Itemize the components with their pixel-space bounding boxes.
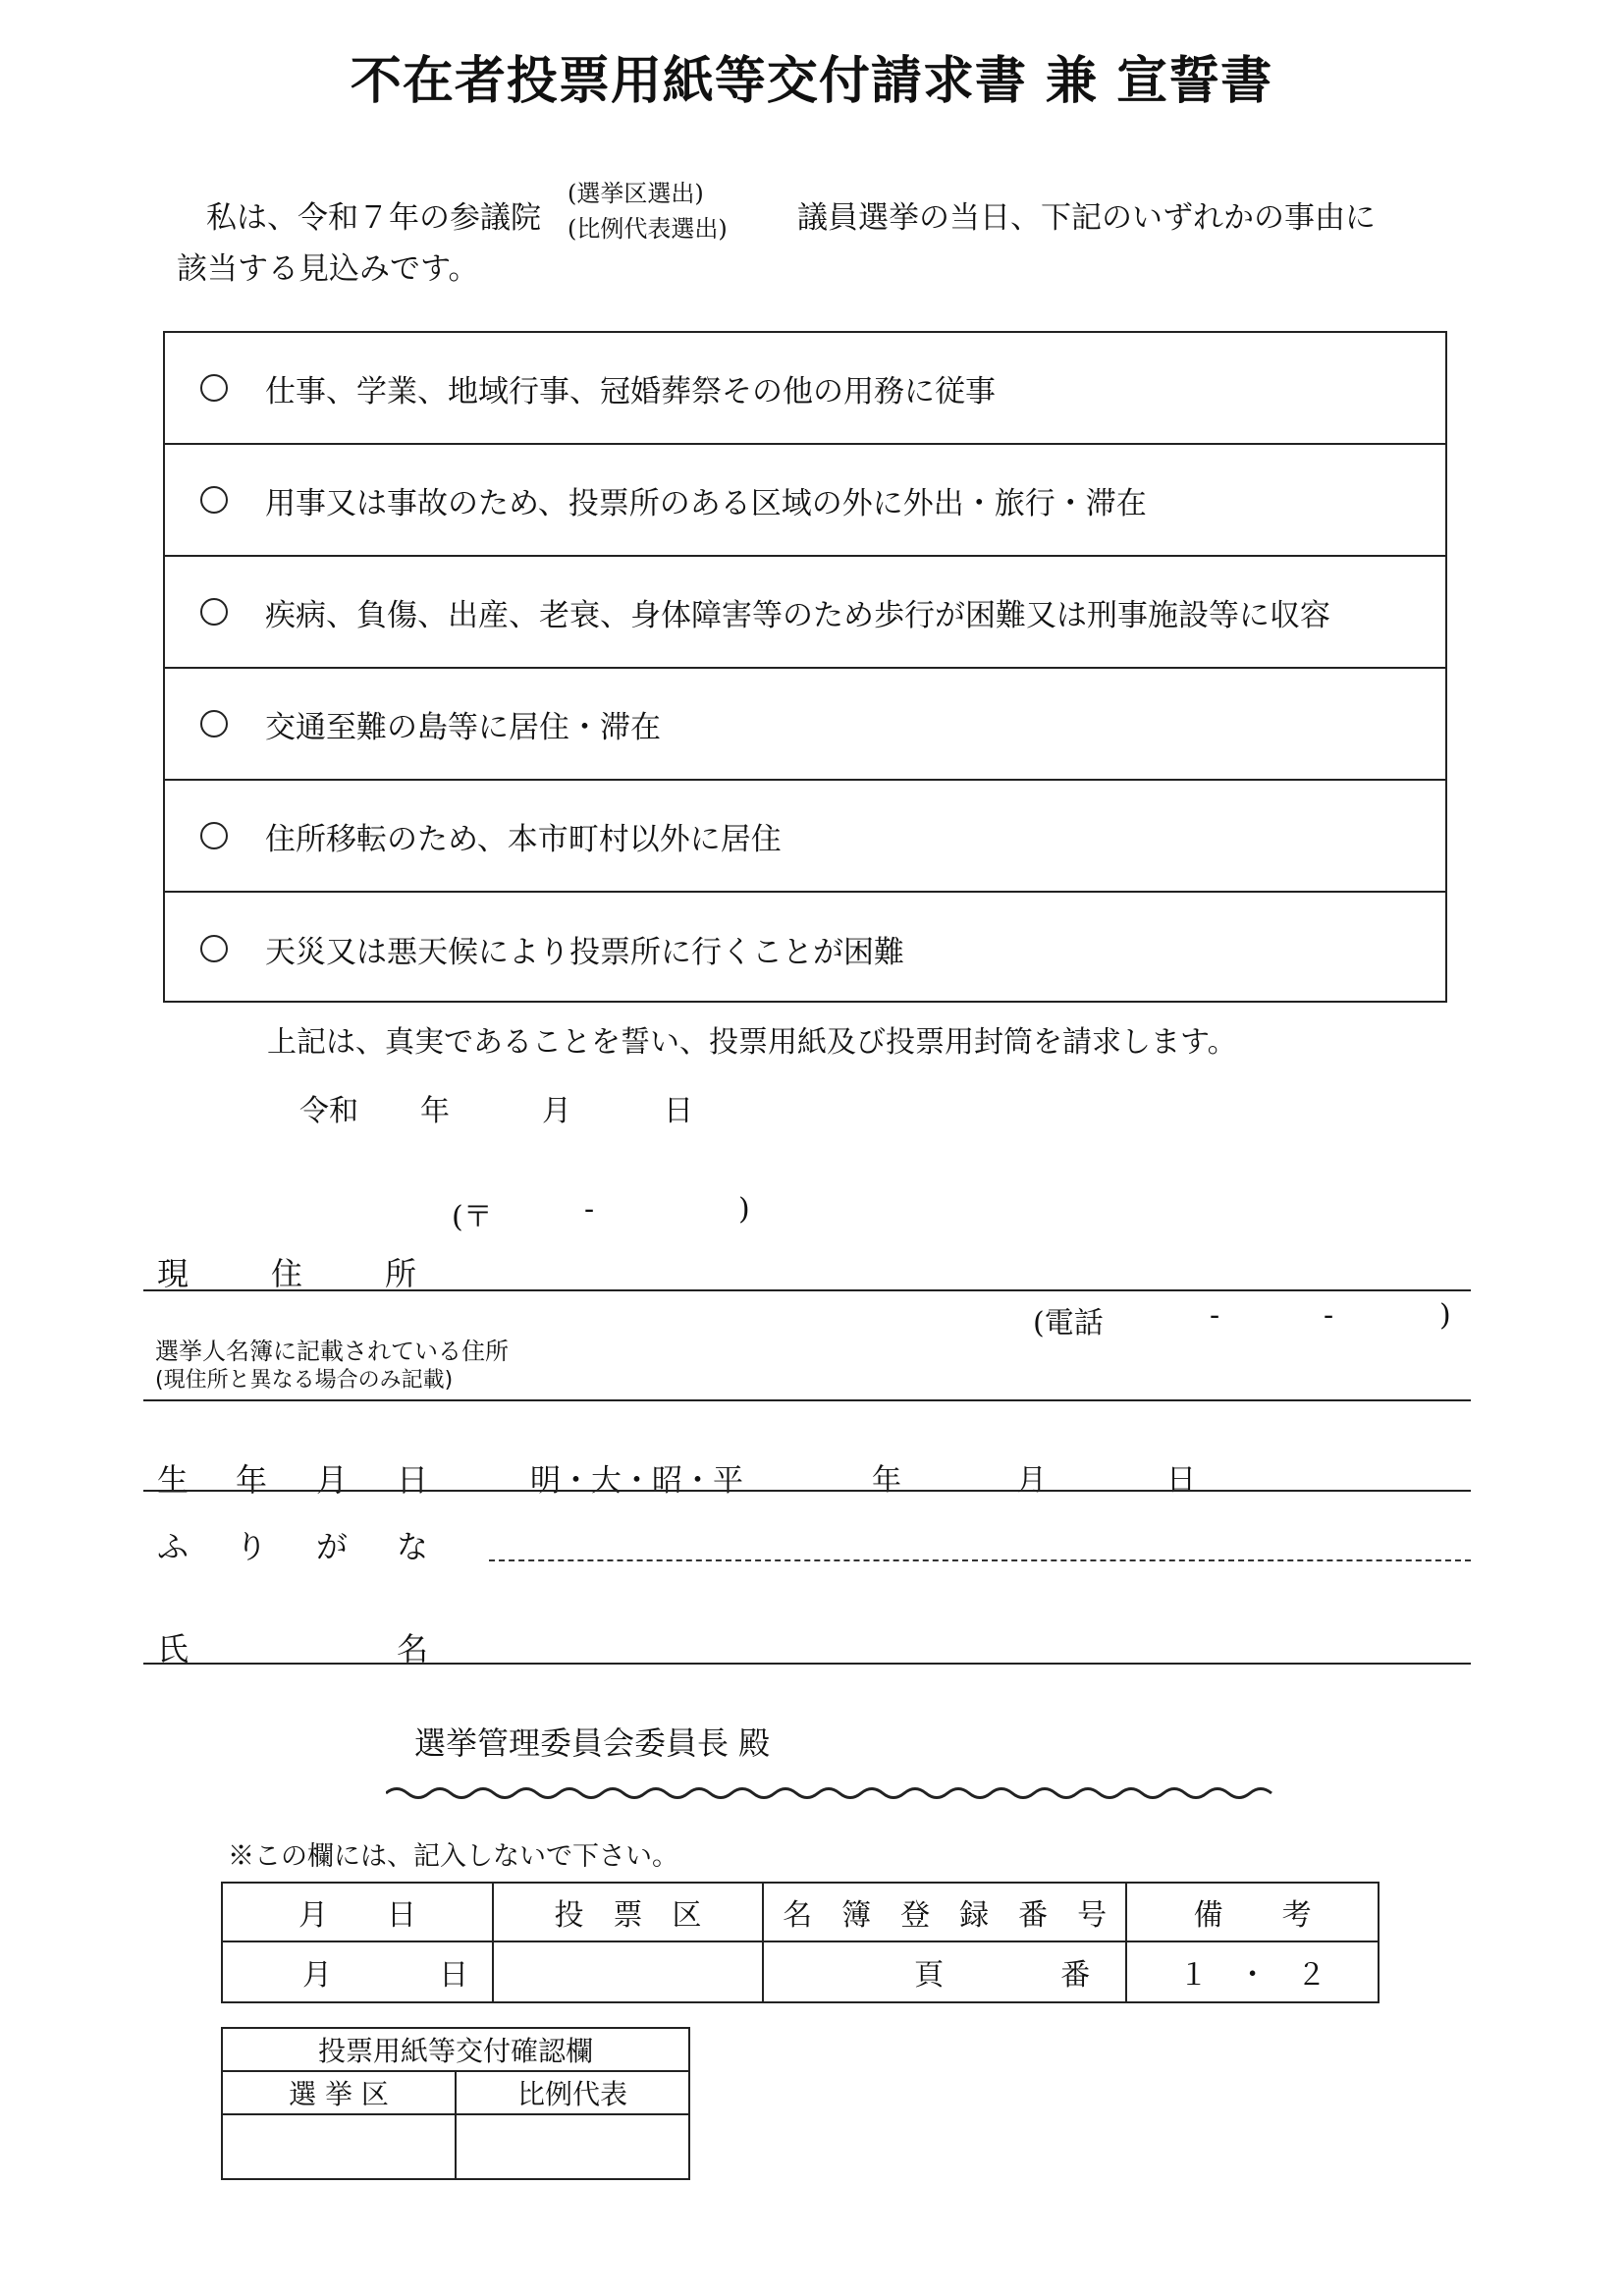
circle-icon[interactable]: [200, 486, 228, 514]
phone-dash-1: -: [1210, 1298, 1220, 1333]
furigana-line: [489, 1559, 1471, 1561]
registered-address-line: [143, 1399, 1471, 1401]
name-line: [143, 1663, 1471, 1665]
birth-day-label: 日: [1166, 1463, 1196, 1498]
reason-label: 用事又は事故のため、投票所のある区域の外に外出・旅行・滞在: [265, 485, 1147, 521]
table-header-date: 月 日: [222, 1883, 493, 1941]
cell-page-label: 頁: [914, 1958, 945, 1993]
table-cell-precinct: [493, 1941, 763, 2002]
birth-label-1: 生: [157, 1461, 189, 1499]
table-cell-register-number: [763, 1941, 1126, 2002]
reason-item[interactable]: [165, 333, 1445, 445]
address-field[interactable]: [442, 1247, 1463, 1286]
reason-label: 住所移転のため、本市町村以外に居住: [265, 821, 782, 857]
reason-label: 天災又は悪天候により投票所に行くことが困難: [265, 934, 904, 970]
address-label-3: 所: [385, 1255, 417, 1292]
circle-icon[interactable]: [200, 374, 228, 402]
table-header-remarks: 備 考: [1126, 1883, 1379, 1941]
birth-eras[interactable]: 明・大・昭・平: [530, 1463, 743, 1499]
date-day-label: 日: [664, 1094, 693, 1128]
reason-label: 疾病、負傷、出産、老衰、身体障害等のため歩行が困難又は刑事施設等に収容: [265, 597, 1330, 633]
birth-year-label: 年: [872, 1463, 901, 1498]
table-cell-date: [222, 1941, 493, 2002]
reason-label: 仕事、学業、地域行事、冠婚葬祭その他の用務に従事: [265, 373, 996, 410]
registered-address-field[interactable]: [442, 1355, 1463, 1394]
furigana-label-3: が: [316, 1528, 349, 1565]
name-field[interactable]: [442, 1620, 1463, 1660]
phone-close: ): [1439, 1298, 1451, 1333]
office-note: ※この欄には、記入しないで下さい。: [228, 1841, 678, 1872]
intro-line2: 該当する見込みです。: [177, 251, 479, 287]
table-header-precinct: 投 票 区: [493, 1883, 763, 1941]
wavy-underline: [386, 1781, 1279, 1805]
registered-address-label: 選挙人名簿に記載されている住所: [155, 1338, 509, 1365]
date-month-label: 月: [542, 1094, 571, 1128]
addressee: 選挙管理委員会委員長 殿: [414, 1724, 771, 1762]
confirmation-title: 投票用紙等交付確認欄: [222, 2028, 689, 2071]
address-label-1: 現: [157, 1255, 189, 1292]
table-header-register-number: 名 簿 登 録 番 号: [763, 1883, 1126, 1941]
reason-list: [163, 331, 1447, 1003]
intro-prefix: 私は、令和７年の参議院: [206, 200, 541, 236]
furigana-label-4: な: [397, 1528, 429, 1565]
reason-label: 交通至難の島等に居住・滞在: [265, 709, 661, 745]
reason-item[interactable]: [165, 445, 1445, 557]
postal-open: (〒: [452, 1200, 493, 1234]
postal-close: ): [738, 1192, 750, 1227]
reason-item[interactable]: [165, 893, 1445, 1005]
table-cell-remarks: １ ・ ２: [1126, 1941, 1379, 2002]
intro-suffix: 議員選挙の当日、下記のいずれかの事由に: [797, 200, 1376, 236]
address-line: [143, 1289, 1471, 1291]
reason-item[interactable]: [165, 557, 1445, 669]
postal-dash: -: [584, 1192, 595, 1227]
registered-address-note: (現住所と異なる場合のみ記載): [155, 1368, 454, 1393]
confirmation-cell-constituency: [222, 2114, 456, 2179]
phone-dash-2: -: [1324, 1298, 1334, 1333]
birth-label-3: 月: [316, 1461, 349, 1499]
phone-open: (電話: [1033, 1306, 1104, 1340]
confirmation-table: [221, 2027, 690, 2180]
furigana-field[interactable]: [489, 1520, 1471, 1558]
date-year-label: 年: [420, 1094, 450, 1128]
oath-statement: 上記は、真実であることを誓い、投票用紙及び投票用封筒を請求します。: [267, 1025, 1237, 1060]
date-era: 令和: [299, 1094, 358, 1128]
name-label-2: 名: [397, 1630, 429, 1667]
cell-day-label: 日: [439, 1958, 469, 1993]
option-proportional: (比例代表選出): [568, 215, 728, 243]
birth-label-4: 日: [397, 1461, 429, 1499]
circle-icon[interactable]: [200, 822, 228, 849]
furigana-label-1: ふ: [157, 1528, 189, 1565]
option-constituency: (選挙区選出): [568, 180, 704, 207]
form-title: 不在者投票用紙等交付請求書 兼 宣誓書: [350, 51, 1273, 111]
confirmation-header-constituency: 選 挙 区: [222, 2071, 456, 2114]
confirmation-cell-proportional: [456, 2114, 689, 2179]
birth-month-label: 月: [1017, 1463, 1047, 1498]
circle-icon[interactable]: [200, 710, 228, 738]
cell-month-label: 月: [302, 1958, 332, 1993]
birth-label-2: 年: [236, 1461, 268, 1499]
furigana-label-2: り: [236, 1528, 268, 1565]
confirmation-header-proportional: 比例代表: [456, 2071, 689, 2114]
office-use-table: [221, 1882, 1380, 2003]
circle-icon[interactable]: [200, 935, 228, 962]
circle-icon[interactable]: [200, 598, 228, 626]
address-label-2: 住: [271, 1255, 303, 1292]
cell-number-label: 番: [1060, 1958, 1091, 1993]
reason-item[interactable]: [165, 669, 1445, 781]
name-label-1: 氏: [157, 1630, 189, 1667]
reason-item[interactable]: [165, 781, 1445, 893]
birth-line: [143, 1490, 1471, 1492]
